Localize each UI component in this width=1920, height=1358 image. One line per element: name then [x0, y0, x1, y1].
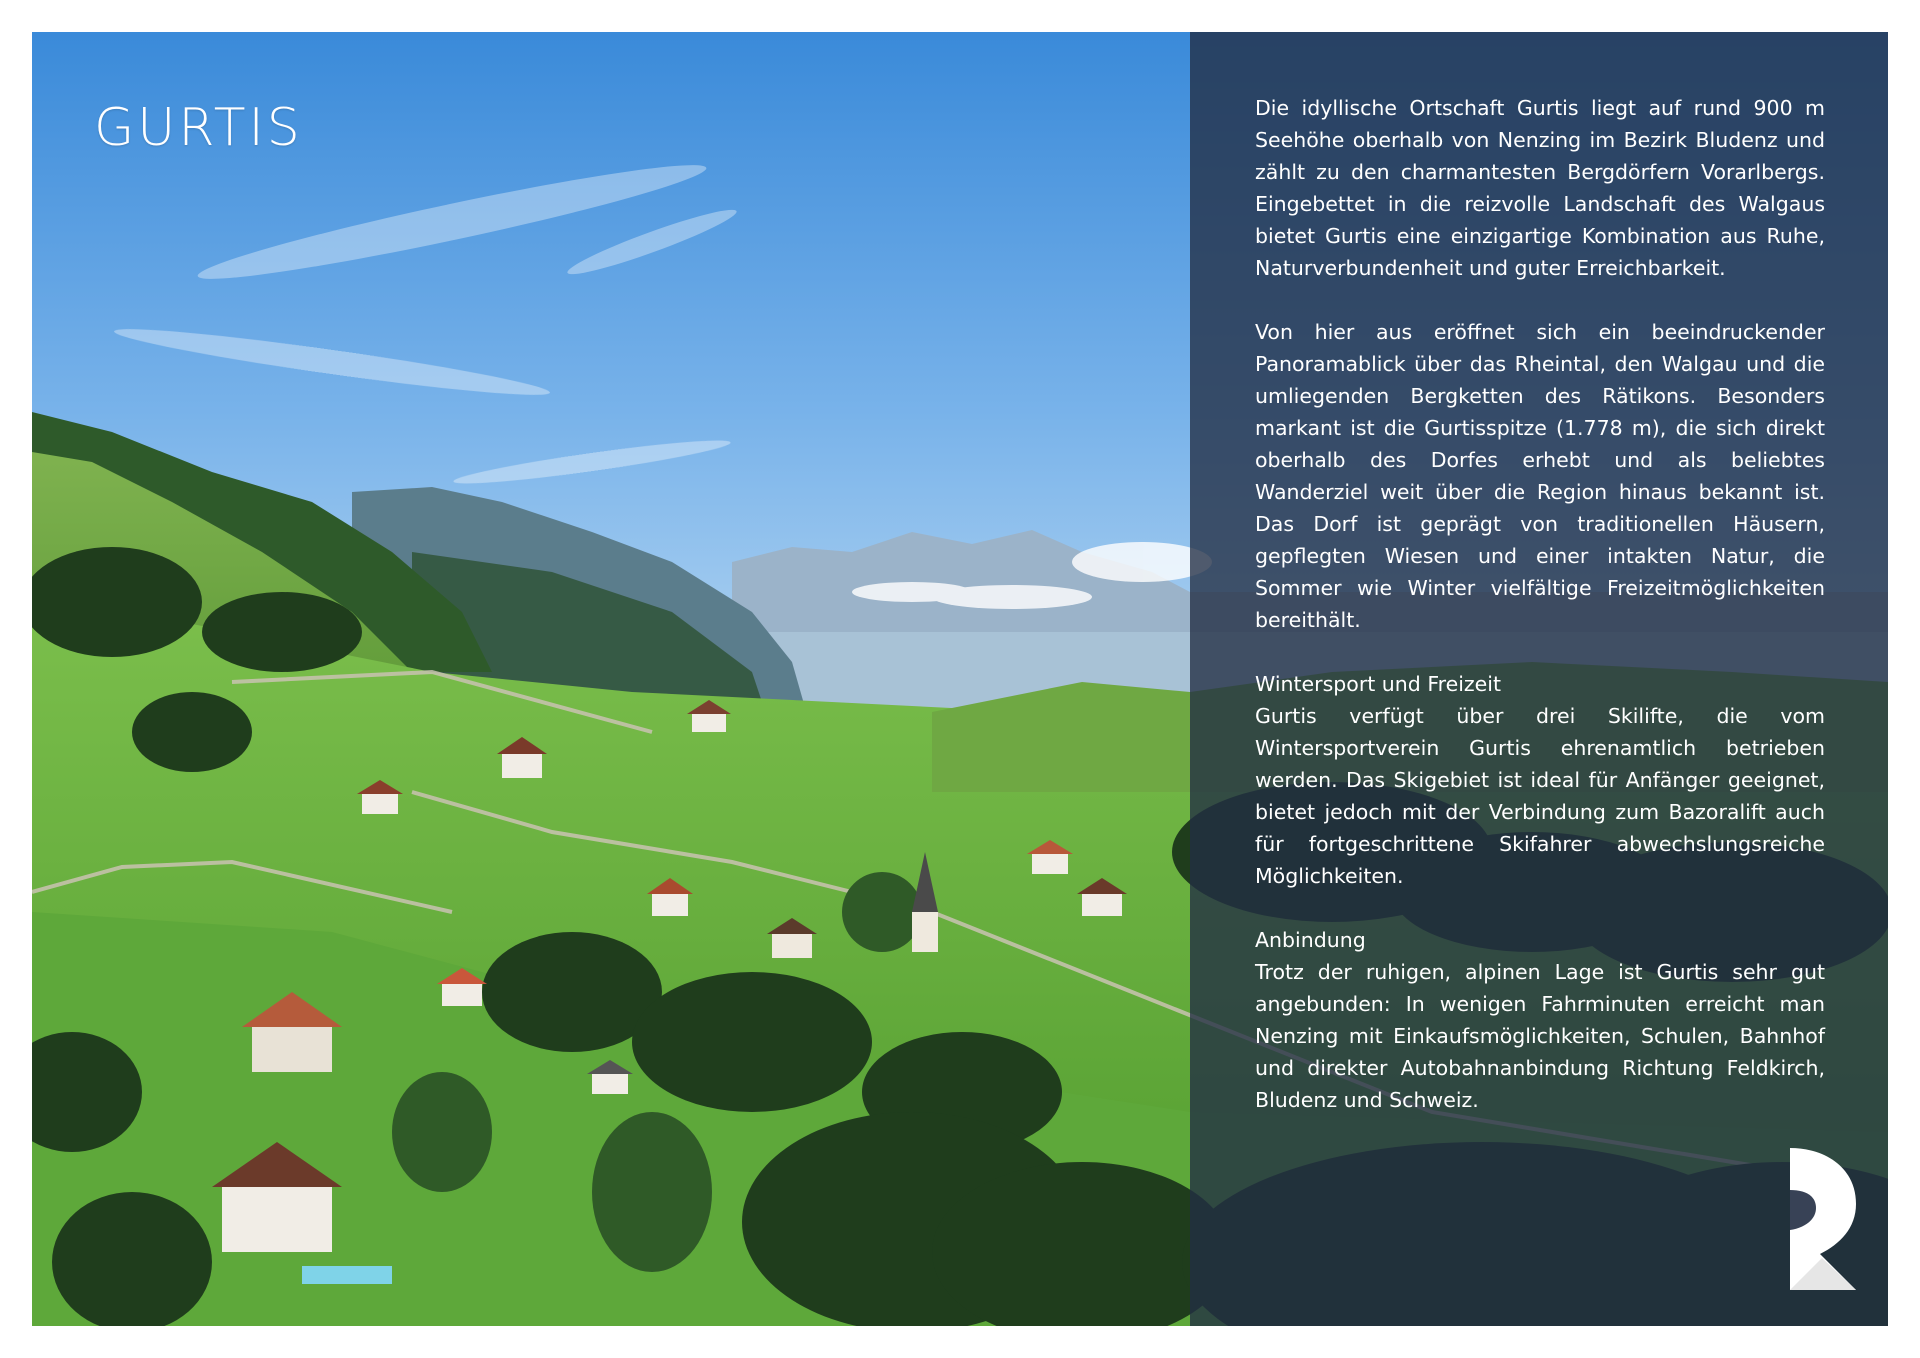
intro-paragraph: Die idyllische Ortschaft Gurtis liegt auf rund 900 m Seehöhe oberhalb von Nenzing im Bezirk Bludenz und zählt zu den charmantesten Bergdörfern Vorarlbergs. Eingebettet in die reizvolle Landschaft des Walgaus bietet Gurtis eine einzigartige Kombination aus Ruhe, Naturverbundenheit und guter Erreichbarkeit. [1255, 96, 1825, 280]
panorama-paragraph: Von hier aus eröffnet sich ein beeindruckender Panoramablick über das Rheintal, den Walgau und die umliegenden Bergketten des Rätikons. Besonders markant ist die Gurtisspitze (1.778 m), die sich direkt oberhalb des Dorfes erhebt und als beliebtes Wanderziel weit über die Region hinaus bekannt ist. Das Dorf ist geprägt von traditionellen Häusern, gepflegten Wiesen und einer intakten Natur, die Sommer wie Winter vielfältige Freizeitmöglichkeiten bereithält. [1255, 320, 1825, 632]
wintersport-paragraph: Gurtis verfügt über drei Skilifte, die vom Wintersportverein Gurtis ehrenamtlich betrieben werden. Das Skigebiet ist ideal für Anfänger geeignet, bietet jedoch mit der Verbindung zum Bazoralift auch für fortgeschrittene Skifahrer abwechslungsreiche Möglichkeiten. [1255, 704, 1825, 888]
anbindung-paragraph: Trotz der ruhigen, alpinen Lage ist Gurtis sehr gut angebunden: In wenigen Fahrminuten erreicht man Nenzing mit Einkaufsmöglichkeiten, Schulen, Bahnhof und direkter Autobahnanbindung Richtung Feldkirch, Bludenz und Schweiz. [1255, 960, 1825, 1112]
brand-logo-icon [1790, 1148, 1856, 1290]
wintersport-heading: Wintersport und Freizeit [1255, 672, 1502, 696]
description-text [1255, 92, 1825, 1148]
brochure-page [32, 32, 1888, 1326]
anbindung-heading: Anbindung [1255, 928, 1366, 952]
page-title: GURTIS [94, 98, 303, 158]
text-panel [1190, 32, 1888, 1326]
